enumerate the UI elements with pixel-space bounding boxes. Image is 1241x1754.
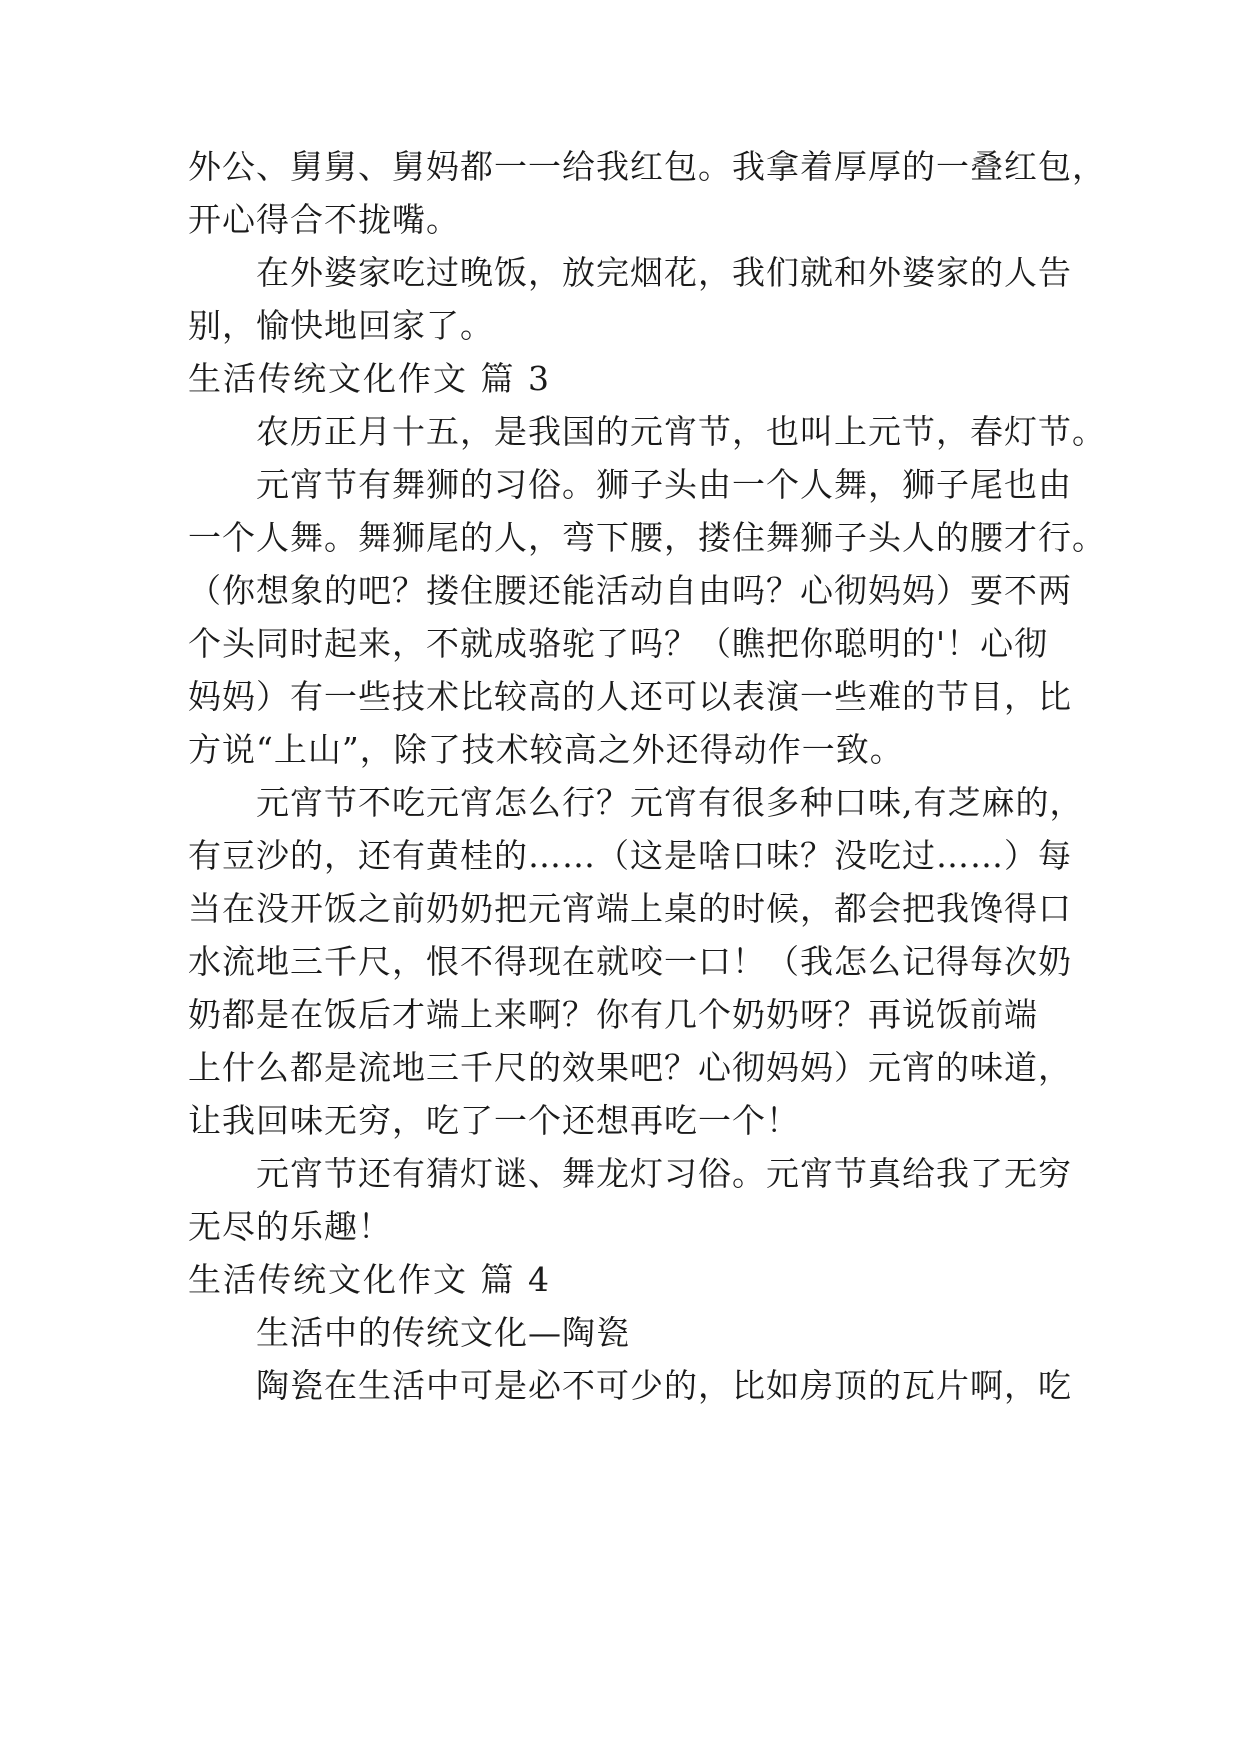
paragraph-line: 元宵节还有猜灯谜、舞龙灯习俗。元宵节真给我了无穷 (256, 1154, 1072, 1193)
paragraph-line: 元宵节不吃元宵怎么行？元宵有很多种口味,有芝麻的， (256, 783, 1084, 822)
paragraph-line: 有豆沙的，还有黄桂的……（这是啥口味？没吃过……）每 (188, 836, 1072, 875)
paragraph-line: 妈妈）有一些技术比较高的人还可以表演一些难的节目，比 (188, 677, 1072, 716)
paragraph-line: 个头同时起来，不就成骆驼了吗？（瞧把你聪明的'！心彻 (188, 624, 1049, 663)
paragraph-line: 水流地三千尺，恨不得现在就咬一口！（我怎么记得每次奶 (188, 942, 1072, 981)
paragraph-line: 让我回味无穷，吃了一个还想再吃一个！ (188, 1101, 800, 1140)
paragraph-line: 开心得合不拢嘴。 (188, 200, 460, 239)
section-heading: 生活传统文化作文 篇 3 (188, 359, 551, 398)
paragraph-line: 生活中的传统文化—陶瓷 (256, 1313, 630, 1352)
paragraph-line: 在外婆家吃过晚饭，放完烟花，我们就和外婆家的人告 (256, 253, 1072, 292)
paragraph-line: 元宵节有舞狮的习俗。狮子头由一个人舞，狮子尾也由 (256, 465, 1072, 504)
paragraph-line: 当在没开饭之前奶奶把元宵端上桌的时候，都会把我馋得口 (188, 889, 1072, 928)
paragraph-line: 陶瓷在生活中可是必不可少的，比如房顶的瓦片啊，吃 (256, 1366, 1072, 1405)
paragraph-line: 农历正月十五，是我国的元宵节，也叫上元节，春灯节。 (256, 412, 1106, 451)
paragraph-line: 奶都是在饭后才端上来啊？你有几个奶奶呀？再说饭前端 (188, 995, 1038, 1034)
paragraph-line: 别，愉快地回家了。 (188, 306, 494, 345)
paragraph-line: 无尽的乐趣！ (188, 1207, 392, 1246)
section-heading: 生活传统文化作文 篇 4 (188, 1260, 551, 1299)
paragraph-line: 方说“上山”，除了技术较高之外还得动作一致。 (188, 730, 904, 769)
paragraph-line: 上什么都是流地三千尺的效果吧？心彻妈妈）元宵的味道， (188, 1048, 1072, 1087)
paragraph-line: 外公、舅舅、舅妈都一一给我红包。我拿着厚厚的一叠红包， (188, 147, 1106, 186)
paragraph-line: （你想象的吧？搂住腰还能活动自由吗？心彻妈妈）要不两 (188, 571, 1072, 610)
paragraph-line: 一个人舞。舞狮尾的人，弯下腰，搂住舞狮子头人的腰才行。 (188, 518, 1106, 557)
